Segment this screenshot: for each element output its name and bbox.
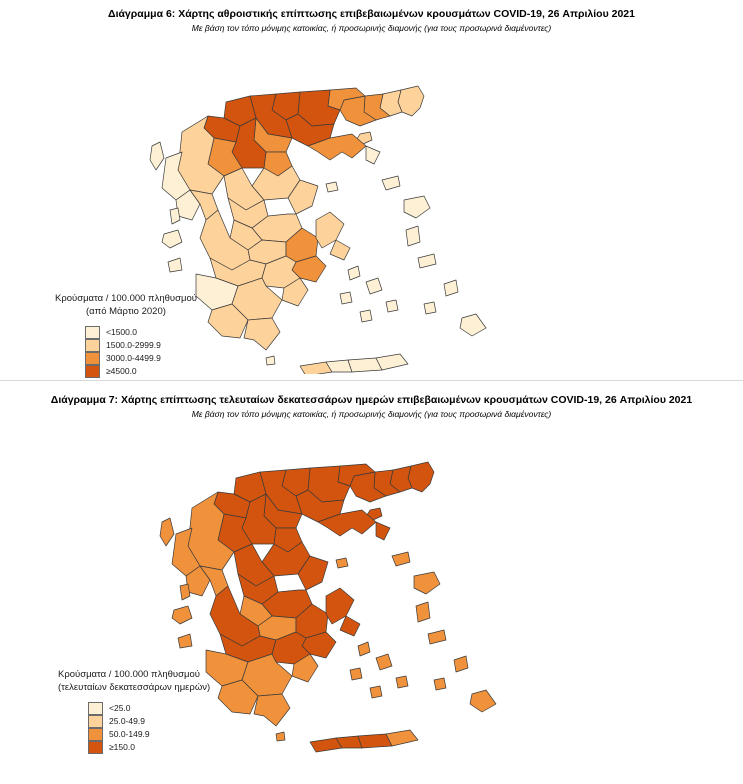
region-kyklades-a bbox=[348, 266, 360, 280]
diagram-6-subtitle: Με βάση τον τόπο μόνιμης κατοικίας, ή προσωρινής διαμονής (για τους προσωρινά διαμένοντες) bbox=[191, 23, 552, 33]
legend-row bbox=[88, 728, 210, 740]
region-athos bbox=[376, 522, 390, 540]
region-dodekanisa-b bbox=[460, 314, 486, 336]
region-kythira bbox=[266, 356, 275, 365]
legend-items bbox=[88, 702, 210, 753]
diagram-7-map bbox=[0, 420, 743, 780]
legend-title-line1: Κρούσματα / 100.000 πληθυσμού bbox=[58, 669, 200, 680]
region-dodekanisa-b bbox=[470, 690, 496, 712]
legend-swatch bbox=[88, 702, 103, 715]
region-kyklades-a bbox=[358, 642, 370, 656]
region-lasithi bbox=[386, 730, 418, 746]
legend-swatch bbox=[85, 339, 100, 352]
legend-row bbox=[88, 702, 210, 714]
region-evia-south bbox=[340, 616, 360, 636]
region-dodekanisa-c bbox=[434, 678, 446, 690]
legend-row bbox=[85, 339, 197, 351]
region-kerkyra bbox=[150, 142, 164, 170]
legend-row bbox=[85, 326, 197, 338]
region-kyklades-b bbox=[376, 654, 392, 670]
legend-row bbox=[88, 715, 210, 727]
diagram-6-panel bbox=[0, 0, 743, 380]
diagram-7-legend bbox=[58, 668, 210, 754]
region-limnos bbox=[392, 552, 410, 566]
region-lakonia bbox=[254, 694, 290, 726]
region-lefkada bbox=[180, 584, 190, 600]
region-sporades bbox=[326, 182, 338, 192]
legend-title-line2: (τελευταίων δεκατεσσάρων ημερών) bbox=[58, 682, 211, 693]
region-evia-south bbox=[330, 240, 350, 260]
diagram-7-panel bbox=[0, 386, 743, 784]
region-samos bbox=[418, 254, 436, 268]
region-lesvos bbox=[414, 572, 440, 594]
region-kyklades-b bbox=[366, 278, 382, 294]
legend-swatch bbox=[88, 741, 103, 754]
legend-label: <1500.0 bbox=[106, 326, 137, 337]
region-samos bbox=[428, 630, 446, 644]
region-dodekanisa-a bbox=[444, 280, 458, 296]
diagram-6-map bbox=[0, 34, 743, 374]
region-kythira bbox=[276, 732, 285, 741]
region-chios bbox=[406, 226, 420, 246]
panel-divider bbox=[0, 380, 743, 381]
region-dodekanisa-c bbox=[424, 302, 436, 314]
region-chios bbox=[416, 602, 430, 622]
diagram-7-title: Διάγραμμα 7: Χάρτης επίπτωσης τελευταίων δεκατεσσάρων ημερών επιβεβαιωμένων κρουσμάτων COVID-19, 26 Απριλίου 2021 bbox=[50, 394, 693, 406]
legend-label: <25.0 bbox=[109, 702, 131, 713]
legend-label: 3000.0-4499.9 bbox=[106, 352, 161, 363]
diagram-6-legend bbox=[55, 292, 197, 378]
region-kefallinia bbox=[162, 230, 182, 248]
region-lefkada bbox=[170, 208, 180, 224]
region-zakynthos bbox=[178, 634, 192, 648]
legend-row bbox=[85, 352, 197, 364]
legend-swatch bbox=[85, 365, 100, 378]
legend-swatch bbox=[85, 352, 100, 365]
region-athos bbox=[366, 146, 380, 164]
region-kefallinia bbox=[172, 606, 192, 624]
legend-swatch bbox=[85, 326, 100, 339]
region-kyklades-c bbox=[340, 292, 352, 304]
legend-swatch bbox=[88, 728, 103, 741]
region-sporades bbox=[336, 558, 348, 568]
region-kyklades-e bbox=[370, 686, 382, 698]
region-kyklades-e bbox=[360, 310, 372, 322]
legend-label: ≥4500.0 bbox=[106, 365, 137, 376]
legend-row bbox=[88, 741, 210, 753]
legend-label: 25.0-49.9 bbox=[109, 715, 145, 726]
diagram-7-subtitle: Με βάση τον τόπο μόνιμης κατοικίας, ή προσωρινής διαμονής (για τους προσωρινά διαμένοντες) bbox=[191, 409, 552, 419]
legend-label: 50.0-149.9 bbox=[109, 728, 150, 739]
region-dodekanisa-a bbox=[454, 656, 468, 672]
legend-label: ≥150.0 bbox=[109, 741, 135, 752]
legend-title-line1: Κρούσματα / 100.000 πληθυσμού bbox=[55, 293, 197, 304]
legend-row bbox=[85, 365, 197, 377]
region-lesvos bbox=[404, 196, 430, 218]
region-kerkyra bbox=[160, 518, 174, 546]
legend-title-line2: (από Μάρτιο 2020) bbox=[86, 306, 166, 317]
legend-swatch bbox=[88, 715, 103, 728]
region-kyklades-c bbox=[350, 668, 362, 680]
diagram-6-title: Διάγραμμα 6: Χάρτης αθροιστικής επίπτωσης επιβεβαιωμένων κρουσμάτων COVID-19, 26 Απριλίου 2021 bbox=[108, 8, 635, 20]
region-lasithi bbox=[376, 354, 408, 370]
legend-label: 1500.0-2999.9 bbox=[106, 339, 161, 350]
region-limnos bbox=[382, 176, 400, 190]
region-kyklades-d bbox=[396, 676, 408, 688]
region-zakynthos bbox=[168, 258, 182, 272]
region-kyklades-d bbox=[386, 300, 398, 312]
region-lakonia bbox=[244, 318, 280, 350]
legend-items bbox=[85, 326, 197, 377]
